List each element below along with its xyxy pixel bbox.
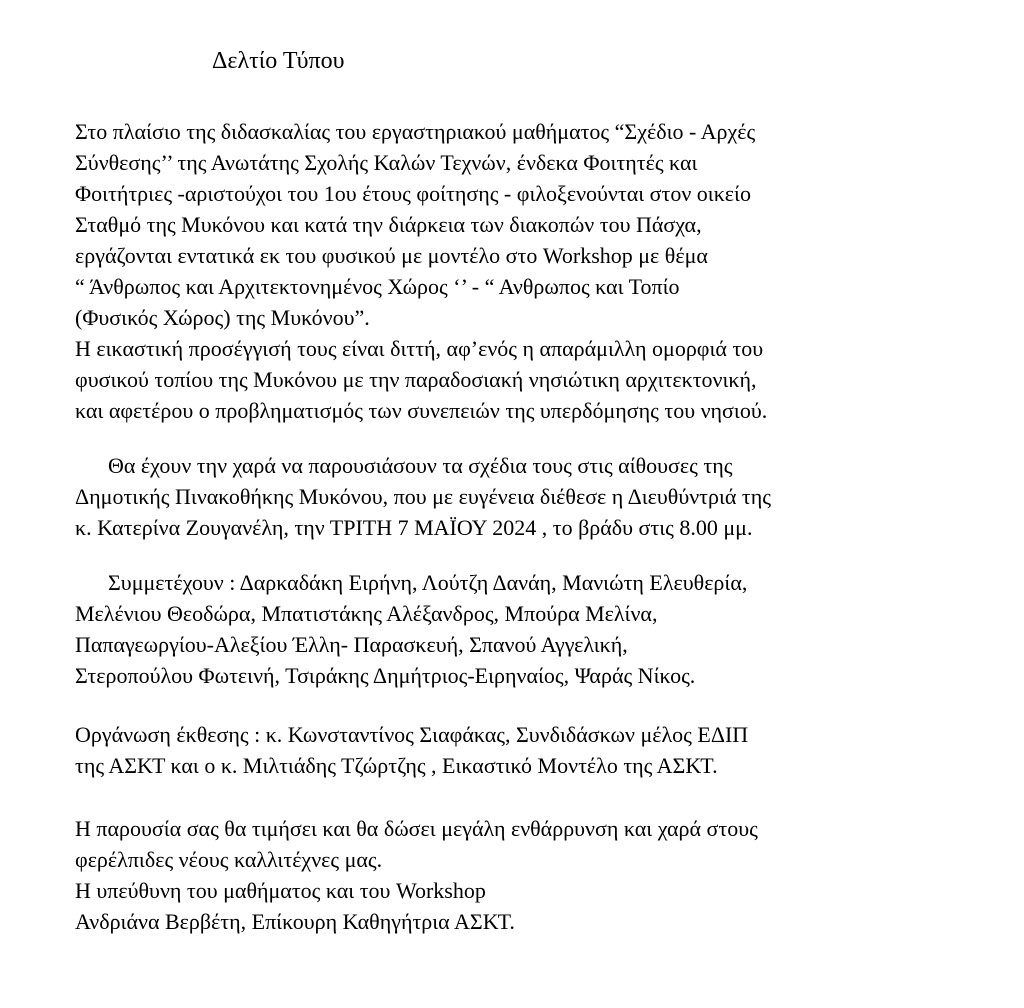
- closing-line: Η παρουσία σας θα τιμήσει και θα δώσει μεγάλη ενθάρρυνση και χαρά στους: [75, 816, 758, 841]
- signature-line: Ανδριάνα Βερβέτη, Επίκουρη Καθηγήτρια ΑΣΚΤ.: [75, 909, 515, 934]
- participants-line: Παπαγεωργίου-Αλεξίου Έλλη- Παρασκευή, Σπανού Αγγελική,: [75, 632, 628, 657]
- exhibition-line: Δημοτικής Πινακοθήκης Μυκόνου, που με ευγένεια διέθεσε η Διευθύντριά της: [75, 484, 771, 509]
- intro-paragraph: [75, 116, 975, 426]
- document-title: Δελτίο Τύπου: [212, 48, 345, 74]
- organization-paragraph: [75, 719, 975, 781]
- exhibition-line: κ. Κατερίνα Ζουγανέλη, την ΤΡΙΤΗ 7 ΜΑΪΟΥ 2024 , το βράδυ στις 8.00 μμ.: [75, 515, 753, 540]
- intro-line: Σύνθεσης’’ της Ανωτάτης Σχολής Καλών Τεχνών, ένδεκα Φοιτητές και: [75, 150, 698, 175]
- participants-line: Συμμετέχουν : Δαρκαδάκη Ειρήνη, Λούτζη Δανάη, Μανιώτη Ελευθερία,: [108, 570, 748, 595]
- signature-line: Η υπεύθυνη του μαθήματος και του Workshop: [75, 878, 486, 903]
- exhibition-paragraph: [75, 450, 975, 543]
- organization-line: της ΑΣΚΤ και ο κ. Μιλτιάδης Τζώρτζης , Εικαστικό Μοντέλο της ΑΣΚΤ.: [75, 753, 718, 778]
- intro-line: (Φυσικός Χώρος) της Μυκόνου”.: [75, 305, 370, 330]
- intro-line: Φοιτήτριες -αριστούχοι του 1ου έτους φοίτησης - φιλοξενούνται στον οικείο: [75, 181, 751, 206]
- participants-line: Μελένιου Θεοδώρα, Μπατιστάκης Αλέξανδρος, Μπούρα Μελίνα,: [75, 601, 658, 626]
- intro-line: Η εικαστική προσέγγισή τους είναι διττή, αφ’ενός η απαράμιλλη ομορφιά του: [75, 336, 764, 361]
- intro-line: εργάζονται εντατικά εκ του φυσικού με μοντέλο στο Workshop με θέμα: [75, 243, 708, 268]
- intro-line: “ Άνθρωπος και Αρχιτεκτονημένος Χώρος ‘’ - “ Ανθρωπος και Τοπίο: [75, 274, 680, 299]
- closing-line: φερέλπιδες νέους καλλιτέχνες μας.: [75, 847, 383, 872]
- participants-line: Στεροπούλου Φωτεινή, Τσιράκης Δημήτριος-Ειρηναίος, Ψαράς Νίκος.: [75, 663, 696, 688]
- organization-line: Οργάνωση έκθεσης : κ. Κωνσταντίνος Σιαφάκας, Συνδιδάσκων μέλος ΕΔΙΠ: [75, 722, 749, 747]
- intro-line: φυσικού τοπίου της Μυκόνου με την παραδοσιακή νησιώτικη αρχιτεκτονική,: [75, 367, 757, 392]
- exhibition-line: Θα έχουν την χαρά να παρουσιάσουν τα σχέδια τους στις αίθουσες της: [108, 453, 733, 478]
- intro-line: Σταθμό της Μυκόνου και κατά την διάρκεια των διακοπών του Πάσχα,: [75, 212, 702, 237]
- closing-paragraph: [75, 813, 975, 937]
- intro-line: Στο πλαίσιο της διδασκαλίας του εργαστηριακού μαθήματος “Σχέδιο - Αρχές: [75, 119, 756, 144]
- intro-line: και αφετέρου ο προβληματισμός των συνεπειών της υπερδόμησης του νησιού.: [75, 398, 768, 423]
- participants-paragraph: [75, 567, 975, 691]
